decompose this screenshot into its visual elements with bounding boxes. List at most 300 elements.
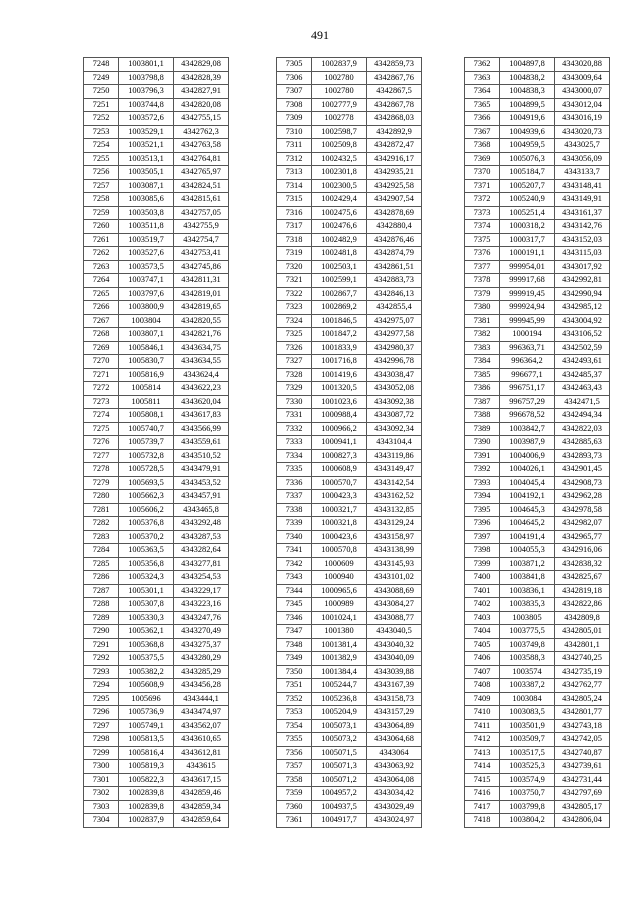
y-coordinate-cell: 4343285,29 bbox=[174, 665, 229, 679]
table-row bbox=[84, 328, 229, 342]
y-coordinate-cell: 4342829,08 bbox=[174, 58, 229, 72]
y-coordinate-cell: 4343277,81 bbox=[174, 557, 229, 571]
x-coordinate-cell: 1005696 bbox=[119, 692, 174, 706]
x-coordinate-cell: 1005608,9 bbox=[119, 679, 174, 693]
point-number-cell: 7417 bbox=[465, 800, 500, 814]
x-coordinate-cell: 1003574,9 bbox=[500, 773, 555, 787]
y-coordinate-cell: 4342754,7 bbox=[174, 233, 229, 247]
point-number-cell: 7305 bbox=[277, 58, 312, 72]
y-coordinate-cell: 4343282,64 bbox=[174, 544, 229, 558]
x-coordinate-cell: 1004006,9 bbox=[500, 449, 555, 463]
y-coordinate-cell: 4342861,51 bbox=[367, 260, 422, 274]
point-number-cell: 7264 bbox=[84, 274, 119, 288]
y-coordinate-cell: 4342859,34 bbox=[174, 800, 229, 814]
x-coordinate-cell: 1005368,8 bbox=[119, 638, 174, 652]
x-coordinate-cell: 1005324,3 bbox=[119, 571, 174, 585]
point-number-cell: 7352 bbox=[277, 692, 312, 706]
point-number-cell: 7410 bbox=[465, 706, 500, 720]
y-coordinate-cell: 4343020,73 bbox=[555, 125, 610, 139]
x-coordinate-cell: 1005816,4 bbox=[119, 746, 174, 760]
x-coordinate-cell: 1002598,7 bbox=[312, 125, 367, 139]
point-number-cell: 7407 bbox=[465, 665, 500, 679]
x-coordinate-cell: 1000827,3 bbox=[312, 449, 367, 463]
x-coordinate-cell: 1005184,7 bbox=[500, 166, 555, 180]
x-coordinate-cell: 1001847,2 bbox=[312, 328, 367, 342]
table-row bbox=[277, 800, 422, 814]
x-coordinate-cell: 1005356,8 bbox=[119, 557, 174, 571]
y-coordinate-cell: 4342820,08 bbox=[174, 98, 229, 112]
table-row bbox=[84, 638, 229, 652]
x-coordinate-cell: 1004192,1 bbox=[500, 490, 555, 504]
table-row bbox=[277, 233, 422, 247]
table-row bbox=[465, 814, 610, 828]
y-coordinate-cell: 4343142,76 bbox=[555, 220, 610, 234]
point-number-cell: 7284 bbox=[84, 544, 119, 558]
x-coordinate-cell: 1003801,1 bbox=[119, 58, 174, 72]
point-number-cell: 7395 bbox=[465, 503, 500, 517]
point-number-cell: 7276 bbox=[84, 436, 119, 450]
y-coordinate-cell: 4343479,91 bbox=[174, 463, 229, 477]
x-coordinate-cell: 1003521,1 bbox=[119, 139, 174, 153]
table-row bbox=[84, 706, 229, 720]
table-row bbox=[84, 598, 229, 612]
y-coordinate-cell: 4342821,76 bbox=[174, 328, 229, 342]
table-row bbox=[84, 409, 229, 423]
point-number-cell: 7365 bbox=[465, 98, 500, 112]
point-number-cell: 7382 bbox=[465, 328, 500, 342]
y-coordinate-cell: 4342805,17 bbox=[555, 800, 610, 814]
table-row bbox=[84, 503, 229, 517]
x-coordinate-cell: 1000609 bbox=[312, 557, 367, 571]
x-coordinate-cell: 1000423,6 bbox=[312, 530, 367, 544]
y-coordinate-cell: 4342809,8 bbox=[555, 611, 610, 625]
y-coordinate-cell: 4343119,86 bbox=[367, 449, 422, 463]
x-coordinate-cell: 1005830,7 bbox=[119, 355, 174, 369]
x-coordinate-cell: 1003572,6 bbox=[119, 112, 174, 126]
point-number-cell: 7397 bbox=[465, 530, 500, 544]
point-number-cell: 7286 bbox=[84, 571, 119, 585]
y-coordinate-cell: 4343132,85 bbox=[367, 503, 422, 517]
table-row bbox=[465, 166, 610, 180]
table-row bbox=[84, 814, 229, 828]
table-row bbox=[277, 179, 422, 193]
x-coordinate-cell: 1001382,9 bbox=[312, 652, 367, 666]
x-coordinate-cell: 1003511,8 bbox=[119, 220, 174, 234]
table-row bbox=[465, 787, 610, 801]
y-coordinate-cell: 4343025,7 bbox=[555, 139, 610, 153]
x-coordinate-cell: 1005370,2 bbox=[119, 530, 174, 544]
point-number-cell: 7251 bbox=[84, 98, 119, 112]
point-number-cell: 7355 bbox=[277, 733, 312, 747]
table-row bbox=[465, 706, 610, 720]
table-row bbox=[465, 746, 610, 760]
point-number-cell: 7351 bbox=[277, 679, 312, 693]
x-coordinate-cell: 1005382,2 bbox=[119, 665, 174, 679]
y-coordinate-cell: 4343610,65 bbox=[174, 733, 229, 747]
point-number-cell: 7379 bbox=[465, 287, 500, 301]
point-number-cell: 7324 bbox=[277, 314, 312, 328]
table-row bbox=[465, 314, 610, 328]
table-row bbox=[84, 800, 229, 814]
y-coordinate-cell: 4342985,12 bbox=[555, 301, 610, 315]
x-coordinate-cell: 1005811 bbox=[119, 395, 174, 409]
point-number-cell: 7302 bbox=[84, 787, 119, 801]
table-row bbox=[84, 733, 229, 747]
point-number-cell: 7249 bbox=[84, 71, 119, 85]
x-coordinate-cell: 1003517,5 bbox=[500, 746, 555, 760]
y-coordinate-cell: 4343087,72 bbox=[367, 409, 422, 423]
x-coordinate-cell: 1002839,8 bbox=[119, 787, 174, 801]
table-row bbox=[277, 314, 422, 328]
x-coordinate-cell: 1005732,8 bbox=[119, 449, 174, 463]
x-coordinate-cell: 1003588,3 bbox=[500, 652, 555, 666]
y-coordinate-cell: 4342740,25 bbox=[555, 652, 610, 666]
x-coordinate-cell: 1000965,6 bbox=[312, 584, 367, 598]
x-coordinate-cell: 1005076,3 bbox=[500, 152, 555, 166]
y-coordinate-cell: 4342867,78 bbox=[367, 98, 422, 112]
x-coordinate-cell: 1002777,9 bbox=[312, 98, 367, 112]
table-row bbox=[84, 220, 229, 234]
table-row bbox=[465, 611, 610, 625]
table-row bbox=[277, 544, 422, 558]
table-row bbox=[84, 611, 229, 625]
point-number-cell: 7378 bbox=[465, 274, 500, 288]
table-row bbox=[84, 463, 229, 477]
x-coordinate-cell: 1000318,2 bbox=[500, 220, 555, 234]
x-coordinate-cell: 1003835,3 bbox=[500, 598, 555, 612]
point-number-cell: 7339 bbox=[277, 517, 312, 531]
y-coordinate-cell: 4342824,51 bbox=[174, 179, 229, 193]
x-coordinate-cell: 1003750,7 bbox=[500, 787, 555, 801]
point-number-cell: 7341 bbox=[277, 544, 312, 558]
point-number-cell: 7310 bbox=[277, 125, 312, 139]
y-coordinate-cell: 4343562,07 bbox=[174, 719, 229, 733]
table-row bbox=[277, 301, 422, 315]
y-coordinate-cell: 4342996,78 bbox=[367, 355, 422, 369]
point-number-cell: 7252 bbox=[84, 112, 119, 126]
x-coordinate-cell: 1003797,6 bbox=[119, 287, 174, 301]
y-coordinate-cell: 4342740,87 bbox=[555, 746, 610, 760]
point-number-cell: 7322 bbox=[277, 287, 312, 301]
table-row bbox=[465, 233, 610, 247]
x-coordinate-cell: 1005693,5 bbox=[119, 476, 174, 490]
table-row bbox=[277, 503, 422, 517]
y-coordinate-cell: 4342764,81 bbox=[174, 152, 229, 166]
y-coordinate-cell: 4342743,18 bbox=[555, 719, 610, 733]
y-coordinate-cell: 4343456,28 bbox=[174, 679, 229, 693]
y-coordinate-cell: 4342463,43 bbox=[555, 382, 610, 396]
table-row bbox=[277, 476, 422, 490]
y-coordinate-cell: 4343063,92 bbox=[367, 760, 422, 774]
x-coordinate-cell: 1005244,7 bbox=[312, 679, 367, 693]
point-number-cell: 7361 bbox=[277, 814, 312, 828]
y-coordinate-cell: 4343223,16 bbox=[174, 598, 229, 612]
table-row bbox=[84, 571, 229, 585]
y-coordinate-cell: 4343559,61 bbox=[174, 436, 229, 450]
x-coordinate-cell: 1004899,5 bbox=[500, 98, 555, 112]
y-coordinate-cell: 4342901,45 bbox=[555, 463, 610, 477]
y-coordinate-cell: 4342755,15 bbox=[174, 112, 229, 126]
table-row bbox=[84, 152, 229, 166]
table-row bbox=[84, 368, 229, 382]
x-coordinate-cell: 1002482,9 bbox=[312, 233, 367, 247]
x-coordinate-cell: 1002837,9 bbox=[312, 58, 367, 72]
y-coordinate-cell: 4343104,4 bbox=[367, 436, 422, 450]
table-row bbox=[277, 71, 422, 85]
point-number-cell: 7279 bbox=[84, 476, 119, 490]
point-number-cell: 7363 bbox=[465, 71, 500, 85]
point-number-cell: 7319 bbox=[277, 247, 312, 261]
table-row bbox=[84, 395, 229, 409]
point-number-cell: 7348 bbox=[277, 638, 312, 652]
x-coordinate-cell: 1004838,3 bbox=[500, 85, 555, 99]
x-coordinate-cell: 1000608,9 bbox=[312, 463, 367, 477]
x-coordinate-cell: 1002476,6 bbox=[312, 220, 367, 234]
table-row bbox=[277, 665, 422, 679]
table-row bbox=[84, 760, 229, 774]
point-number-cell: 7359 bbox=[277, 787, 312, 801]
table-row bbox=[277, 166, 422, 180]
point-number-cell: 7321 bbox=[277, 274, 312, 288]
table-row bbox=[277, 287, 422, 301]
x-coordinate-cell: 1000988,4 bbox=[312, 409, 367, 423]
table-row bbox=[465, 463, 610, 477]
point-number-cell: 7413 bbox=[465, 746, 500, 760]
table-row bbox=[84, 125, 229, 139]
x-coordinate-cell: 1000194 bbox=[500, 328, 555, 342]
y-coordinate-cell: 4342925,58 bbox=[367, 179, 422, 193]
table-row bbox=[465, 638, 610, 652]
point-number-cell: 7306 bbox=[277, 71, 312, 85]
y-coordinate-cell: 4342859,46 bbox=[174, 787, 229, 801]
y-coordinate-cell: 4343634,75 bbox=[174, 341, 229, 355]
table-row bbox=[277, 139, 422, 153]
table-row bbox=[465, 328, 610, 342]
y-coordinate-cell: 4342916,17 bbox=[367, 152, 422, 166]
point-number-cell: 7308 bbox=[277, 98, 312, 112]
x-coordinate-cell: 1001846,5 bbox=[312, 314, 367, 328]
y-coordinate-cell: 4342916,06 bbox=[555, 544, 610, 558]
y-coordinate-cell: 4342822,86 bbox=[555, 598, 610, 612]
x-coordinate-cell: 1005073,2 bbox=[312, 733, 367, 747]
x-coordinate-cell: 1005662,3 bbox=[119, 490, 174, 504]
y-coordinate-cell: 4342980,37 bbox=[367, 341, 422, 355]
x-coordinate-cell: 1003800,9 bbox=[119, 301, 174, 315]
y-coordinate-cell: 4342982,07 bbox=[555, 517, 610, 531]
point-number-cell: 7267 bbox=[84, 314, 119, 328]
y-coordinate-cell: 4342811,31 bbox=[174, 274, 229, 288]
y-coordinate-cell: 4342762,3 bbox=[174, 125, 229, 139]
x-coordinate-cell: 1005236,8 bbox=[312, 692, 367, 706]
point-number-cell: 7342 bbox=[277, 557, 312, 571]
y-coordinate-cell: 4343064,89 bbox=[367, 719, 422, 733]
x-coordinate-cell: 1004937,5 bbox=[312, 800, 367, 814]
table-row bbox=[465, 355, 610, 369]
y-coordinate-cell: 4343158,97 bbox=[367, 530, 422, 544]
x-coordinate-cell: 1005363,5 bbox=[119, 544, 174, 558]
point-number-cell: 7402 bbox=[465, 598, 500, 612]
table-row bbox=[465, 517, 610, 531]
table-row bbox=[277, 85, 422, 99]
table-row bbox=[465, 85, 610, 99]
x-coordinate-cell: 1003387,2 bbox=[500, 679, 555, 693]
x-coordinate-cell: 1003519,7 bbox=[119, 233, 174, 247]
x-coordinate-cell: 1005819,3 bbox=[119, 760, 174, 774]
x-coordinate-cell: 1003775,5 bbox=[500, 625, 555, 639]
table-row bbox=[465, 260, 610, 274]
x-coordinate-cell: 1003804 bbox=[119, 314, 174, 328]
x-coordinate-cell: 1003527,6 bbox=[119, 247, 174, 261]
table-row bbox=[277, 719, 422, 733]
x-coordinate-cell: 1004645,3 bbox=[500, 503, 555, 517]
y-coordinate-cell: 4343622,23 bbox=[174, 382, 229, 396]
point-number-cell: 7364 bbox=[465, 85, 500, 99]
x-coordinate-cell: 1003836,1 bbox=[500, 584, 555, 598]
x-coordinate-cell: 1003574 bbox=[500, 665, 555, 679]
x-coordinate-cell: 1002867,7 bbox=[312, 287, 367, 301]
x-coordinate-cell: 1004917,7 bbox=[312, 814, 367, 828]
point-number-cell: 7295 bbox=[84, 692, 119, 706]
page-number: 491 bbox=[311, 28, 329, 42]
point-number-cell: 7327 bbox=[277, 355, 312, 369]
y-coordinate-cell: 4342859,73 bbox=[367, 58, 422, 72]
table-row bbox=[84, 719, 229, 733]
y-coordinate-cell: 4342763,58 bbox=[174, 139, 229, 153]
x-coordinate-cell: 1002509,8 bbox=[312, 139, 367, 153]
point-number-cell: 7253 bbox=[84, 125, 119, 139]
table-row bbox=[277, 368, 422, 382]
point-number-cell: 7290 bbox=[84, 625, 119, 639]
y-coordinate-cell: 4343444,1 bbox=[174, 692, 229, 706]
x-coordinate-cell: 1000317,7 bbox=[500, 233, 555, 247]
point-number-cell: 7377 bbox=[465, 260, 500, 274]
y-coordinate-cell: 4342867,76 bbox=[367, 71, 422, 85]
y-coordinate-cell: 4342965,77 bbox=[555, 530, 610, 544]
y-coordinate-cell: 4342992,81 bbox=[555, 274, 610, 288]
point-number-cell: 7296 bbox=[84, 706, 119, 720]
x-coordinate-cell: 999924,94 bbox=[500, 301, 555, 315]
table-row bbox=[465, 503, 610, 517]
table-row bbox=[465, 193, 610, 207]
table-row bbox=[277, 746, 422, 760]
point-number-cell: 7283 bbox=[84, 530, 119, 544]
point-number-cell: 7329 bbox=[277, 382, 312, 396]
table-row bbox=[277, 787, 422, 801]
point-number-cell: 7376 bbox=[465, 247, 500, 261]
y-coordinate-cell: 4343024,97 bbox=[367, 814, 422, 828]
point-number-cell: 7373 bbox=[465, 206, 500, 220]
x-coordinate-cell: 1002780 bbox=[312, 71, 367, 85]
point-number-cell: 7248 bbox=[84, 58, 119, 72]
table-row bbox=[277, 436, 422, 450]
y-coordinate-cell: 4343465,8 bbox=[174, 503, 229, 517]
table-row bbox=[465, 598, 610, 612]
x-coordinate-cell: 1003501,9 bbox=[500, 719, 555, 733]
table-row bbox=[277, 382, 422, 396]
point-number-cell: 7350 bbox=[277, 665, 312, 679]
table-row bbox=[465, 530, 610, 544]
table-row bbox=[465, 274, 610, 288]
coordinate-table-2 bbox=[276, 57, 422, 828]
x-coordinate-cell: 1005204,9 bbox=[312, 706, 367, 720]
point-number-cell: 7387 bbox=[465, 395, 500, 409]
point-number-cell: 7393 bbox=[465, 476, 500, 490]
point-number-cell: 7388 bbox=[465, 409, 500, 423]
y-coordinate-cell: 4343457,91 bbox=[174, 490, 229, 504]
table-row bbox=[277, 125, 422, 139]
y-coordinate-cell: 4342735,19 bbox=[555, 665, 610, 679]
y-coordinate-cell: 4343152,03 bbox=[555, 233, 610, 247]
point-number-cell: 7262 bbox=[84, 247, 119, 261]
x-coordinate-cell: 1003087,1 bbox=[119, 179, 174, 193]
table-row bbox=[465, 112, 610, 126]
table-row bbox=[84, 422, 229, 436]
table-row bbox=[84, 85, 229, 99]
x-coordinate-cell: 1003871,2 bbox=[500, 557, 555, 571]
x-coordinate-cell: 1005071,2 bbox=[312, 773, 367, 787]
y-coordinate-cell: 4343158,73 bbox=[367, 692, 422, 706]
point-number-cell: 7255 bbox=[84, 152, 119, 166]
table-row bbox=[277, 598, 422, 612]
y-coordinate-cell: 4343004,92 bbox=[555, 314, 610, 328]
table-row bbox=[84, 517, 229, 531]
point-number-cell: 7317 bbox=[277, 220, 312, 234]
point-number-cell: 7347 bbox=[277, 625, 312, 639]
y-coordinate-cell: 4343029,49 bbox=[367, 800, 422, 814]
point-number-cell: 7336 bbox=[277, 476, 312, 490]
y-coordinate-cell: 4343247,76 bbox=[174, 611, 229, 625]
point-number-cell: 7415 bbox=[465, 773, 500, 787]
table-row bbox=[84, 436, 229, 450]
y-coordinate-cell: 4342471,5 bbox=[555, 395, 610, 409]
table-row bbox=[465, 571, 610, 585]
x-coordinate-cell: 1004191,4 bbox=[500, 530, 555, 544]
point-number-cell: 7394 bbox=[465, 490, 500, 504]
y-coordinate-cell: 4342739,61 bbox=[555, 760, 610, 774]
table-row bbox=[84, 557, 229, 571]
table-row bbox=[277, 625, 422, 639]
x-coordinate-cell: 1003085,6 bbox=[119, 193, 174, 207]
x-coordinate-cell: 1005071,3 bbox=[312, 760, 367, 774]
x-coordinate-cell: 1000191,1 bbox=[500, 247, 555, 261]
y-coordinate-cell: 4342908,73 bbox=[555, 476, 610, 490]
y-coordinate-cell: 4343280,29 bbox=[174, 652, 229, 666]
table-row bbox=[277, 395, 422, 409]
table-row bbox=[277, 611, 422, 625]
y-coordinate-cell: 4343167,39 bbox=[367, 679, 422, 693]
point-number-cell: 7409 bbox=[465, 692, 500, 706]
y-coordinate-cell: 4342822,03 bbox=[555, 422, 610, 436]
table-row bbox=[465, 409, 610, 423]
x-coordinate-cell: 1003529,1 bbox=[119, 125, 174, 139]
x-coordinate-cell: 1000321,8 bbox=[312, 517, 367, 531]
point-number-cell: 7396 bbox=[465, 517, 500, 531]
table-row bbox=[465, 368, 610, 382]
y-coordinate-cell: 4342819,65 bbox=[174, 301, 229, 315]
y-coordinate-cell: 4342855,4 bbox=[367, 301, 422, 315]
table-row bbox=[465, 220, 610, 234]
table-row bbox=[277, 328, 422, 342]
x-coordinate-cell: 1001380 bbox=[312, 625, 367, 639]
x-coordinate-cell: 1002475,6 bbox=[312, 206, 367, 220]
point-number-cell: 7368 bbox=[465, 139, 500, 153]
point-number-cell: 7392 bbox=[465, 463, 500, 477]
table-row bbox=[465, 679, 610, 693]
x-coordinate-cell: 1003842,7 bbox=[500, 422, 555, 436]
point-number-cell: 7320 bbox=[277, 260, 312, 274]
y-coordinate-cell: 4342797,69 bbox=[555, 787, 610, 801]
point-number-cell: 7312 bbox=[277, 152, 312, 166]
